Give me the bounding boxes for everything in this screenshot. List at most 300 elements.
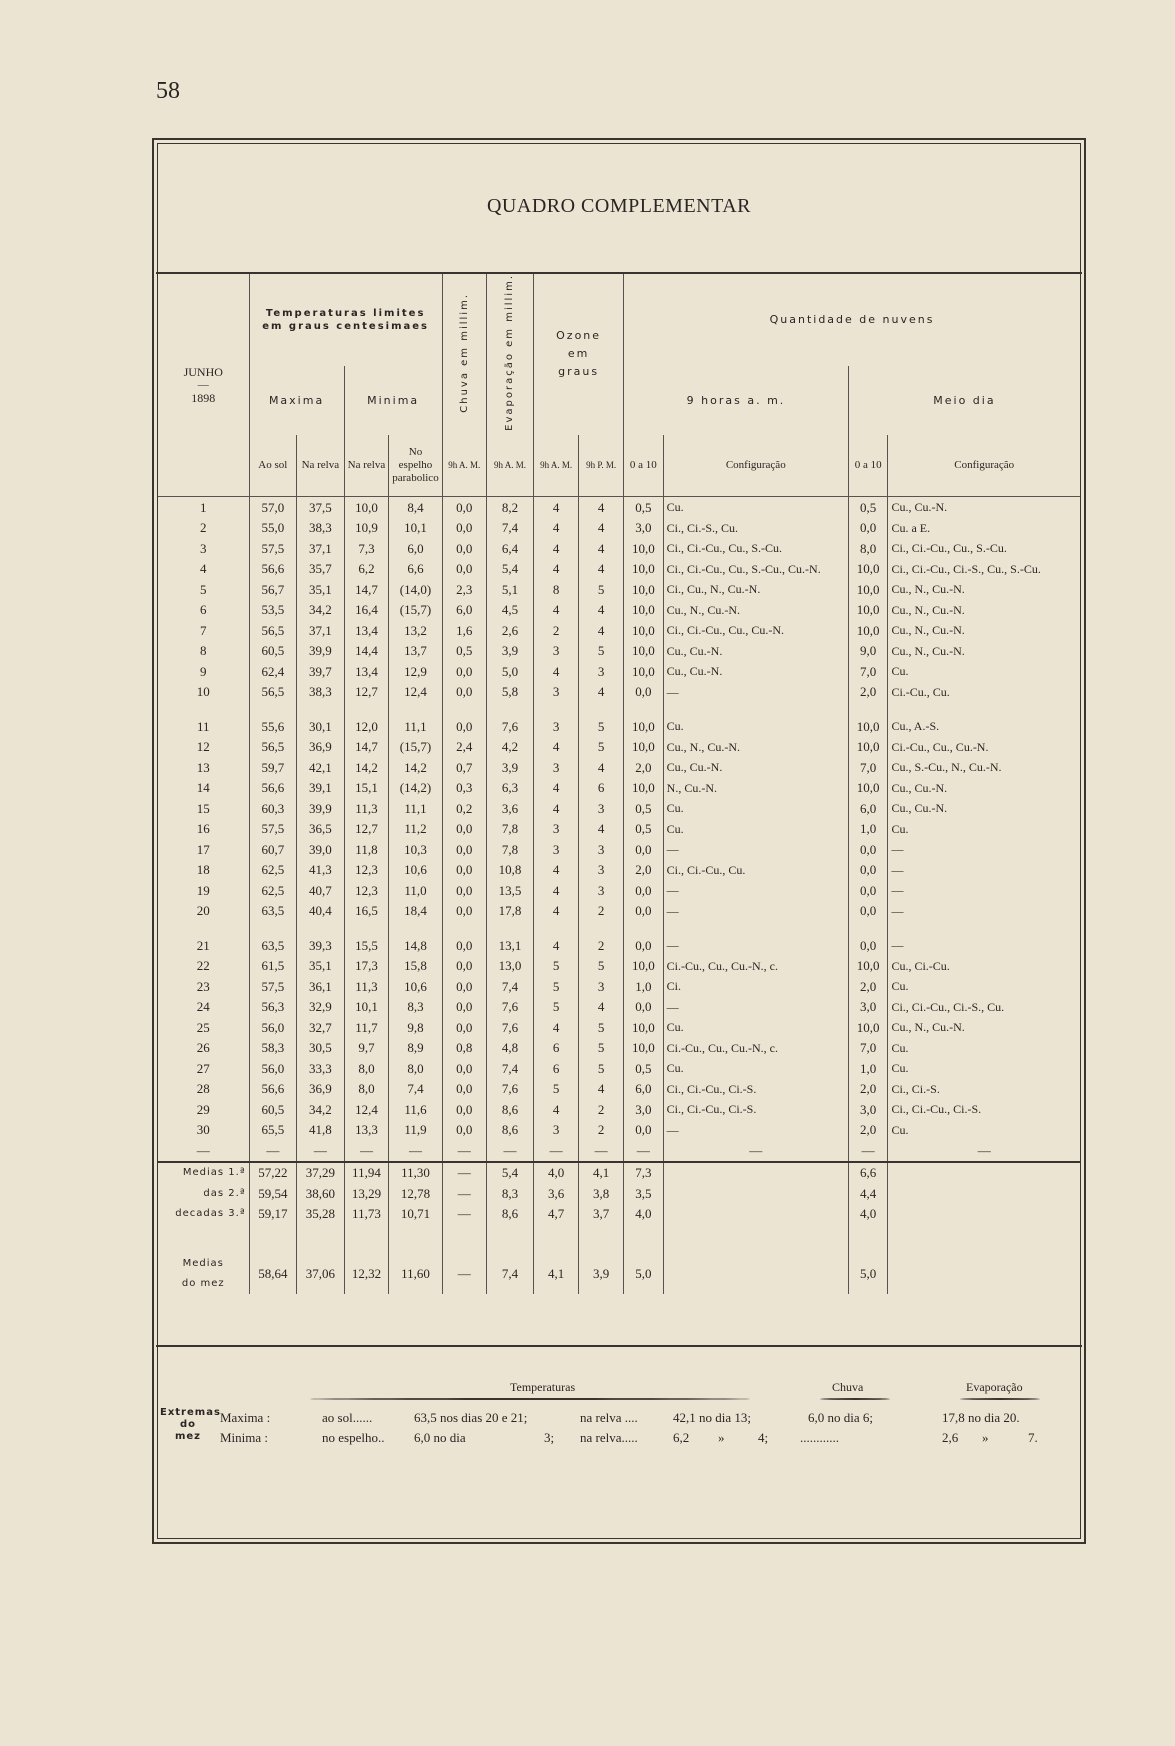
day-row-col-5: 0,0 — [442, 1099, 486, 1120]
day-row-col-11: 0,0 — [848, 880, 888, 901]
page-number: 58 — [156, 78, 180, 104]
day-row-col-8: 5 — [579, 1038, 624, 1059]
day-row-col-1: 62,4 — [249, 661, 297, 682]
mez-col-3: 12,32 — [344, 1254, 389, 1294]
mez-col-1: 58,64 — [249, 1254, 297, 1294]
month-header — [158, 274, 249, 497]
day-row-col-6: 7,6 — [486, 716, 533, 737]
decade_1-col-1: 57,22 — [249, 1162, 297, 1184]
table-row — [158, 901, 1080, 922]
day-row-col-0: 17 — [196, 841, 210, 857]
decade_3-col-11: 4,0 — [848, 1204, 888, 1225]
extremas-evap-heading: Evaporação — [966, 1380, 1023, 1394]
day-row-col-12: Cu., Cu.-N. — [888, 798, 1080, 819]
summary-body — [158, 1162, 1080, 1295]
max-relva-value: 42,1 no dia 13; — [673, 1410, 751, 1425]
day-row-col-9: 10,0 — [624, 579, 664, 600]
day-row-col-9: 2,0 — [624, 757, 664, 778]
day-row-col-11: 7,0 — [848, 757, 888, 778]
day-row-col-0: 19 — [196, 882, 210, 898]
day-row-col-3: 14,7 — [344, 737, 389, 758]
day-row-col-0: 29 — [196, 1101, 210, 1117]
day-row-col-2: 36,5 — [297, 819, 345, 840]
day-row-col-10: Cu. — [663, 819, 848, 840]
day-row-col-5: 0,0 — [442, 518, 486, 539]
day-row-col-10: — — [663, 935, 848, 956]
decade_2-col-3: 13,29 — [344, 1183, 389, 1204]
day-row-col-7: 2 — [534, 620, 579, 641]
day-row-col-6: 5,8 — [486, 682, 533, 703]
day-row-col-1: 57,5 — [249, 819, 297, 840]
day-row-col-11: 0,0 — [848, 518, 888, 539]
day-row-col-8: 2 — [579, 935, 624, 956]
day-row-col-5: 0,0 — [442, 935, 486, 956]
table-row — [158, 682, 1080, 703]
day-row-col-11: 8,0 — [848, 538, 888, 559]
day-row-col-2: 36,9 — [297, 1079, 345, 1100]
dash-row-col-6: — — [486, 1140, 533, 1162]
day-row-col-8: 3 — [579, 860, 624, 881]
day-row-col-9: 0,5 — [624, 798, 664, 819]
max-sol-label: ao sol...... — [322, 1410, 373, 1425]
day-row-col-7: 3 — [534, 716, 579, 737]
dash-row — [158, 1140, 1080, 1162]
day-row-col-0: 10 — [196, 684, 210, 700]
day-row-col-12: Ci., Ci.-Cu., Ci.-S. — [888, 1099, 1080, 1120]
day-row-col-9: 10,0 — [624, 559, 664, 580]
day-row-col-7: 4 — [534, 559, 579, 580]
evap-swoosh — [960, 1398, 1040, 1400]
dash-row-col-10: — — [663, 1140, 848, 1162]
extremas-max-row — [160, 1410, 1080, 1430]
day-row-col-11: 0,0 — [848, 839, 888, 860]
month-dash: — — [197, 378, 209, 391]
dash-row-col-4: — — [389, 1140, 442, 1162]
day-row-col-0: 27 — [196, 1060, 210, 1076]
day-row-col-3: 13,4 — [344, 620, 389, 641]
day-row-col-10: — — [663, 682, 848, 703]
day-row-col-5: 0,0 — [442, 1017, 486, 1038]
day-row-col-6: 13,1 — [486, 935, 533, 956]
day-row-col-9: 0,0 — [624, 1120, 664, 1141]
day-row-col-4: 8,4 — [389, 497, 442, 518]
day-row-col-9: 10,0 — [624, 620, 664, 641]
table-row — [158, 497, 1080, 518]
day-row-col-10: Ci., Ci.-Cu., Cu., S.-Cu., Cu.-N. — [663, 559, 848, 580]
decade_3-col-3: 11,73 — [344, 1204, 389, 1225]
min-relva-label: na relva..... — [580, 1430, 638, 1445]
table-row — [158, 798, 1080, 819]
decade_3-col-6: 8,6 — [486, 1204, 533, 1225]
day-row-col-5: 0,0 — [442, 1120, 486, 1141]
extremas-label: Extremas do mez — [160, 1407, 221, 1442]
day-row-col-9: 10,0 — [624, 716, 664, 737]
decade_2-col-4: 12,78 — [389, 1183, 442, 1204]
day-row-col-4: 6,6 — [389, 559, 442, 580]
day-row-col-8: 5 — [579, 1058, 624, 1079]
day-row-col-2: 33,3 — [297, 1058, 345, 1079]
day-row-col-11: 10,0 — [848, 737, 888, 758]
day-row-col-3: 8,0 — [344, 1058, 389, 1079]
day-row-col-8: 3 — [579, 798, 624, 819]
day-row-col-4: 11,9 — [389, 1120, 442, 1141]
day-row-col-4: 12,9 — [389, 661, 442, 682]
day-row-col-12: Ci.-Cu., Cu. — [888, 682, 1080, 703]
day-row-col-12: Cu., Ci.-Cu. — [888, 956, 1080, 977]
day-row-col-2: 39,0 — [297, 839, 345, 860]
day-row-col-0: 13 — [196, 759, 210, 775]
day-row-col-3: 13,3 — [344, 1120, 389, 1141]
day-row-col-4: 13,7 — [389, 641, 442, 662]
day-row-col-4: 14,2 — [389, 757, 442, 778]
day-row-col-7: 3 — [534, 819, 579, 840]
day-row-col-4: 13,2 — [389, 620, 442, 641]
day-row-col-9: 10,0 — [624, 778, 664, 799]
table-row — [158, 716, 1080, 737]
day-row-col-7: 3 — [534, 682, 579, 703]
day-row-col-7: 4 — [534, 860, 579, 881]
day-row-col-12: Cu. — [888, 976, 1080, 997]
day-row-col-4: (14,2) — [389, 778, 442, 799]
config-header-b: Configuração — [888, 435, 1080, 497]
day-row-col-12: Cu., A.-S. — [888, 716, 1080, 737]
table-row — [158, 1058, 1080, 1079]
dash-row-col-12: — — [888, 1140, 1080, 1162]
max-chuva-value: 6,0 no dia 6; — [808, 1410, 873, 1425]
decade_2-col-1: 59,54 — [249, 1183, 297, 1204]
day-row-col-2: 35,1 — [297, 579, 345, 600]
day-row-col-8: 3 — [579, 839, 624, 860]
table-row — [158, 880, 1080, 901]
day-row-col-1: 56,0 — [249, 1017, 297, 1038]
day-row-col-11: 1,0 — [848, 819, 888, 840]
decade_1-col-8: 4,1 — [579, 1162, 624, 1184]
day-row-col-1: 56,5 — [249, 620, 297, 641]
temp-swoosh — [310, 1398, 750, 1400]
summary-empty-cell — [888, 1204, 1080, 1225]
day-row-col-1: 56,0 — [249, 1058, 297, 1079]
day-row-col-4: 10,6 — [389, 976, 442, 997]
day-row-col-4: 8,0 — [389, 1058, 442, 1079]
day-row-col-3: 12,4 — [344, 1099, 389, 1120]
day-row-col-4: 11,6 — [389, 1099, 442, 1120]
day-row-col-4: 18,4 — [389, 901, 442, 922]
day-row-col-11: 0,0 — [848, 901, 888, 922]
day-row-col-6: 3,9 — [486, 757, 533, 778]
day-row-col-8: 3 — [579, 661, 624, 682]
day-row-col-12: Cu., Cu.-N. — [888, 497, 1080, 518]
day-row-col-9: 0,5 — [624, 819, 664, 840]
day-row-col-12: Ci.-Cu., Cu., Cu.-N. — [888, 737, 1080, 758]
day-row-col-4: 9,8 — [389, 1017, 442, 1038]
day-row-col-10: Ci., Ci.-Cu., Cu., S.-Cu. — [663, 538, 848, 559]
decade_1-col-9: 7,3 — [624, 1162, 664, 1184]
day-row-col-12: Cu., N., Cu.-N. — [888, 579, 1080, 600]
day-row-col-5: 0,0 — [442, 997, 486, 1018]
day-row-col-3: 15,1 — [344, 778, 389, 799]
day-row-col-4: (15,7) — [389, 600, 442, 621]
day-row-col-12: Cu. — [888, 819, 1080, 840]
day-row-col-10: N., Cu.-N. — [663, 778, 848, 799]
day-row-col-9: 0,0 — [624, 682, 664, 703]
day-row-col-2: 39,1 — [297, 778, 345, 799]
decade_1-col-5: — — [442, 1162, 486, 1184]
day-row-col-5: 0,0 — [442, 819, 486, 840]
day-row-col-10: Ci. — [663, 976, 848, 997]
decade_2-col-8: 3,8 — [579, 1183, 624, 1204]
day-row-col-2: 40,4 — [297, 901, 345, 922]
mez-col-4: 11,60 — [389, 1254, 442, 1294]
decade_2-col-11: 4,4 — [848, 1183, 888, 1204]
max-evap-value: 17,8 no dia 20. — [942, 1410, 1020, 1425]
day-row-col-2: 32,7 — [297, 1017, 345, 1038]
day-row-col-1: 61,5 — [249, 956, 297, 977]
day-row-col-7: 4 — [534, 600, 579, 621]
day-row-col-5: 0,0 — [442, 716, 486, 737]
day-row-col-0: 5 — [200, 581, 207, 597]
day-row-col-1: 65,5 — [249, 1120, 297, 1141]
day-row-col-8: 5 — [579, 1017, 624, 1038]
day-row-col-12: Ci., Ci.-Cu., Ci.-S., Cu. — [888, 997, 1080, 1018]
no-espelho-header: No espelho parabolico — [389, 435, 442, 497]
decade_3-col-1: 59,17 — [249, 1204, 297, 1225]
day-row-col-2: 39,9 — [297, 641, 345, 662]
day-row-col-12: Ci., Ci.-S. — [888, 1079, 1080, 1100]
extremas-chuva-heading: Chuva — [832, 1380, 864, 1394]
summary-empty-cell — [888, 1254, 1080, 1294]
day-row-col-9: 2,0 — [624, 860, 664, 881]
day-row-col-10: Ci., Ci.-Cu., Cu. — [663, 860, 848, 881]
day-row-col-7: 3 — [534, 839, 579, 860]
mez-col-11: 5,0 — [848, 1254, 888, 1294]
day-row-col-5: 0,0 — [442, 497, 486, 518]
day-row-col-7: 4 — [534, 661, 579, 682]
day-row-col-6: 7,8 — [486, 839, 533, 860]
day-row-col-9: 0,5 — [624, 497, 664, 518]
das-label: das 2.ª — [203, 1187, 246, 1199]
day-row-col-10: Ci.-Cu., Cu., Cu.-N., c. — [663, 1038, 848, 1059]
day-row-col-3: 9,7 — [344, 1038, 389, 1059]
day-row-col-11: 2,0 — [848, 1079, 888, 1100]
day-row-col-2: 39,3 — [297, 935, 345, 956]
decade_1-col-7: 4,0 — [534, 1162, 579, 1184]
day-row-col-12: Cu. — [888, 1058, 1080, 1079]
day-row-col-0: 15 — [196, 800, 210, 816]
min-esp-day: 3; — [544, 1430, 555, 1445]
summary-empty-cell — [663, 1183, 848, 1204]
day-row-col-6: 6,4 — [486, 538, 533, 559]
day-row-col-1: 62,5 — [249, 860, 297, 881]
decade_2-col-7: 3,6 — [534, 1183, 579, 1204]
day-row-col-3: 11,8 — [344, 839, 389, 860]
day-row-col-11: 10,0 — [848, 620, 888, 641]
day-row-col-8: 6 — [579, 778, 624, 799]
day-row-col-3: 13,4 — [344, 661, 389, 682]
day-row-col-9: 3,0 — [624, 518, 664, 539]
extremas-top-rule — [156, 1345, 1082, 1347]
day-row-col-8: 4 — [579, 819, 624, 840]
mez-col-6: 7,4 — [486, 1254, 533, 1294]
table-row — [158, 559, 1080, 580]
day-row-col-11: 10,0 — [848, 716, 888, 737]
day-row-col-9: 6,0 — [624, 1079, 664, 1100]
summary-empty-cell — [663, 1162, 848, 1184]
day-row-col-8: 4 — [579, 538, 624, 559]
day-row-col-8: 4 — [579, 682, 624, 703]
day-row-col-7: 3 — [534, 641, 579, 662]
day-row-col-6: 2,6 — [486, 620, 533, 641]
day-row-col-5: 0,0 — [442, 559, 486, 580]
day-row-col-0: 6 — [200, 602, 207, 618]
day-row-col-4: 8,3 — [389, 997, 442, 1018]
day-row-col-0: 24 — [196, 999, 210, 1015]
day-row-col-4: 11,1 — [389, 798, 442, 819]
day-row-col-6: 8,2 — [486, 497, 533, 518]
ozone-9pm-header: 9h P. M. — [579, 435, 624, 497]
day-row-col-0: 14 — [196, 780, 210, 796]
decade_3-col-7: 4,7 — [534, 1204, 579, 1225]
mez-col-7: 4,1 — [534, 1254, 579, 1294]
day-row-col-12: Cu., S.-Cu., N., Cu.-N. — [888, 757, 1080, 778]
summary-empty-cell — [888, 1183, 1080, 1204]
day-row-col-5: 6,0 — [442, 600, 486, 621]
day-row-col-11: 2,0 — [848, 976, 888, 997]
dash-row-col-9: — — [624, 1140, 664, 1162]
day-row-col-7: 4 — [534, 518, 579, 539]
day-row-col-5: 0,0 — [442, 661, 486, 682]
decade_3-col-8: 3,7 — [579, 1204, 624, 1225]
summary-empty-cell — [663, 1204, 848, 1225]
day-row-col-1: 60,5 — [249, 641, 297, 662]
day-row-col-1: 55,0 — [249, 518, 297, 539]
day-row-col-2: 32,9 — [297, 997, 345, 1018]
day-row-col-4: (15,7) — [389, 737, 442, 758]
meio-dia-header: Meio dia — [848, 366, 1080, 435]
day-row-col-12: — — [888, 860, 1080, 881]
decade_1-col-3: 11,94 — [344, 1162, 389, 1184]
day-row-col-7: 4 — [534, 737, 579, 758]
day-row-col-3: 11,3 — [344, 976, 389, 997]
day-row-col-10: Ci., Cu., N., Cu.-N. — [663, 579, 848, 600]
day-row-col-3: 10,9 — [344, 518, 389, 539]
min-chuva-value: ............ — [800, 1430, 839, 1445]
day-row-col-1: 53,5 — [249, 600, 297, 621]
day-row-col-5: 0,0 — [442, 901, 486, 922]
day-row-col-9: 0,0 — [624, 901, 664, 922]
day-row-col-7: 4 — [534, 935, 579, 956]
decade_3-col-9: 4,0 — [624, 1204, 664, 1225]
year-label: 1898 — [191, 390, 216, 405]
ao-sol-header: Ao sol — [249, 435, 297, 497]
day-row-col-3: 16,4 — [344, 600, 389, 621]
day-row-col-12: — — [888, 935, 1080, 956]
day-row-col-10: Cu., Cu.-N. — [663, 661, 848, 682]
min-esp-label: no espelho.. — [322, 1430, 385, 1445]
day-row-col-2: 39,7 — [297, 661, 345, 682]
day-row-col-4: (14,0) — [389, 579, 442, 600]
day-row-col-7: 4 — [534, 1017, 579, 1038]
day-row-col-12: — — [888, 880, 1080, 901]
day-row-col-12: Cu., N., Cu.-N. — [888, 620, 1080, 641]
day-row-col-6: 8,6 — [486, 1120, 533, 1141]
day-row-col-5: 0,2 — [442, 798, 486, 819]
mez-label: Medias do mez — [181, 1258, 225, 1290]
evap-9am-header: 9h A. M. — [486, 435, 533, 497]
day-row-col-8: 5 — [579, 737, 624, 758]
day-row-col-7: 4 — [534, 497, 579, 518]
day-row-col-7: 3 — [534, 757, 579, 778]
day-row-col-7: 5 — [534, 997, 579, 1018]
max-label: Maxima : — [220, 1410, 271, 1425]
mez-col-5: — — [442, 1254, 486, 1294]
table-row — [158, 976, 1080, 997]
day-row-col-11: 10,0 — [848, 600, 888, 621]
mez-col-9: 5,0 — [624, 1254, 664, 1294]
day-row-col-7: 4 — [534, 880, 579, 901]
na-relva-min-header: Na relva — [344, 435, 389, 497]
day-row-col-7: 5 — [534, 976, 579, 997]
day-row-col-1: 59,7 — [249, 757, 297, 778]
day-row-col-1: 57,5 — [249, 538, 297, 559]
day-row-col-9: 10,0 — [624, 600, 664, 621]
day-row-col-12: — — [888, 839, 1080, 860]
summary-empty-cell — [663, 1254, 848, 1294]
day-row-col-1: 56,5 — [249, 737, 297, 758]
day-row-col-9: 0,0 — [624, 880, 664, 901]
day-row-col-2: 36,9 — [297, 737, 345, 758]
day-row-col-11: 10,0 — [848, 1017, 888, 1038]
day-row-col-7: 5 — [534, 1079, 579, 1100]
nove-horas-header: 9 horas a. m. — [624, 366, 849, 435]
day-row-col-8: 5 — [579, 579, 624, 600]
day-row-col-10: Cu., Cu.-N. — [663, 641, 848, 662]
day-row-col-0: 26 — [196, 1040, 210, 1056]
day-row-col-11: 2,0 — [848, 1120, 888, 1141]
day-row-col-4: 11,2 — [389, 819, 442, 840]
day-row-col-10: Ci., Ci.-Cu., Ci.-S. — [663, 1099, 848, 1120]
day-row-col-10: Cu., Cu.-N. — [663, 757, 848, 778]
day-row-col-7: 3 — [534, 1120, 579, 1141]
day-row-col-0: 25 — [196, 1019, 210, 1035]
day-row-col-10: Cu. — [663, 497, 848, 518]
day-row-col-0: 8 — [200, 643, 207, 659]
climate-table — [158, 274, 1080, 1294]
day-row-col-11: 7,0 — [848, 1038, 888, 1059]
day-row-col-4: 14,8 — [389, 935, 442, 956]
na-relva-max-header: Na relva — [297, 435, 345, 497]
chuva-header: Chuva em millim. — [442, 274, 486, 435]
day-row-col-6: 17,8 — [486, 901, 533, 922]
decade_1-col-11: 6,6 — [848, 1162, 888, 1184]
day-row-col-6: 3,9 — [486, 641, 533, 662]
day-row-col-8: 5 — [579, 716, 624, 737]
day-row-col-0: 12 — [196, 739, 210, 755]
day-row-col-1: 58,3 — [249, 1038, 297, 1059]
table-row — [158, 641, 1080, 662]
day-row-col-5: 0,0 — [442, 956, 486, 977]
day-row-col-11: 0,0 — [848, 935, 888, 956]
day-row-col-6: 7,8 — [486, 819, 533, 840]
day-row-col-10: — — [663, 880, 848, 901]
table-row — [158, 538, 1080, 559]
day-row-col-3: 14,7 — [344, 579, 389, 600]
day-row-col-5: 2,4 — [442, 737, 486, 758]
day-row-col-4: 10,6 — [389, 860, 442, 881]
day-row-col-1: 55,6 — [249, 716, 297, 737]
day-row-col-8: 5 — [579, 641, 624, 662]
day-row-col-2: 35,7 — [297, 559, 345, 580]
day-row-col-2: 39,9 — [297, 798, 345, 819]
